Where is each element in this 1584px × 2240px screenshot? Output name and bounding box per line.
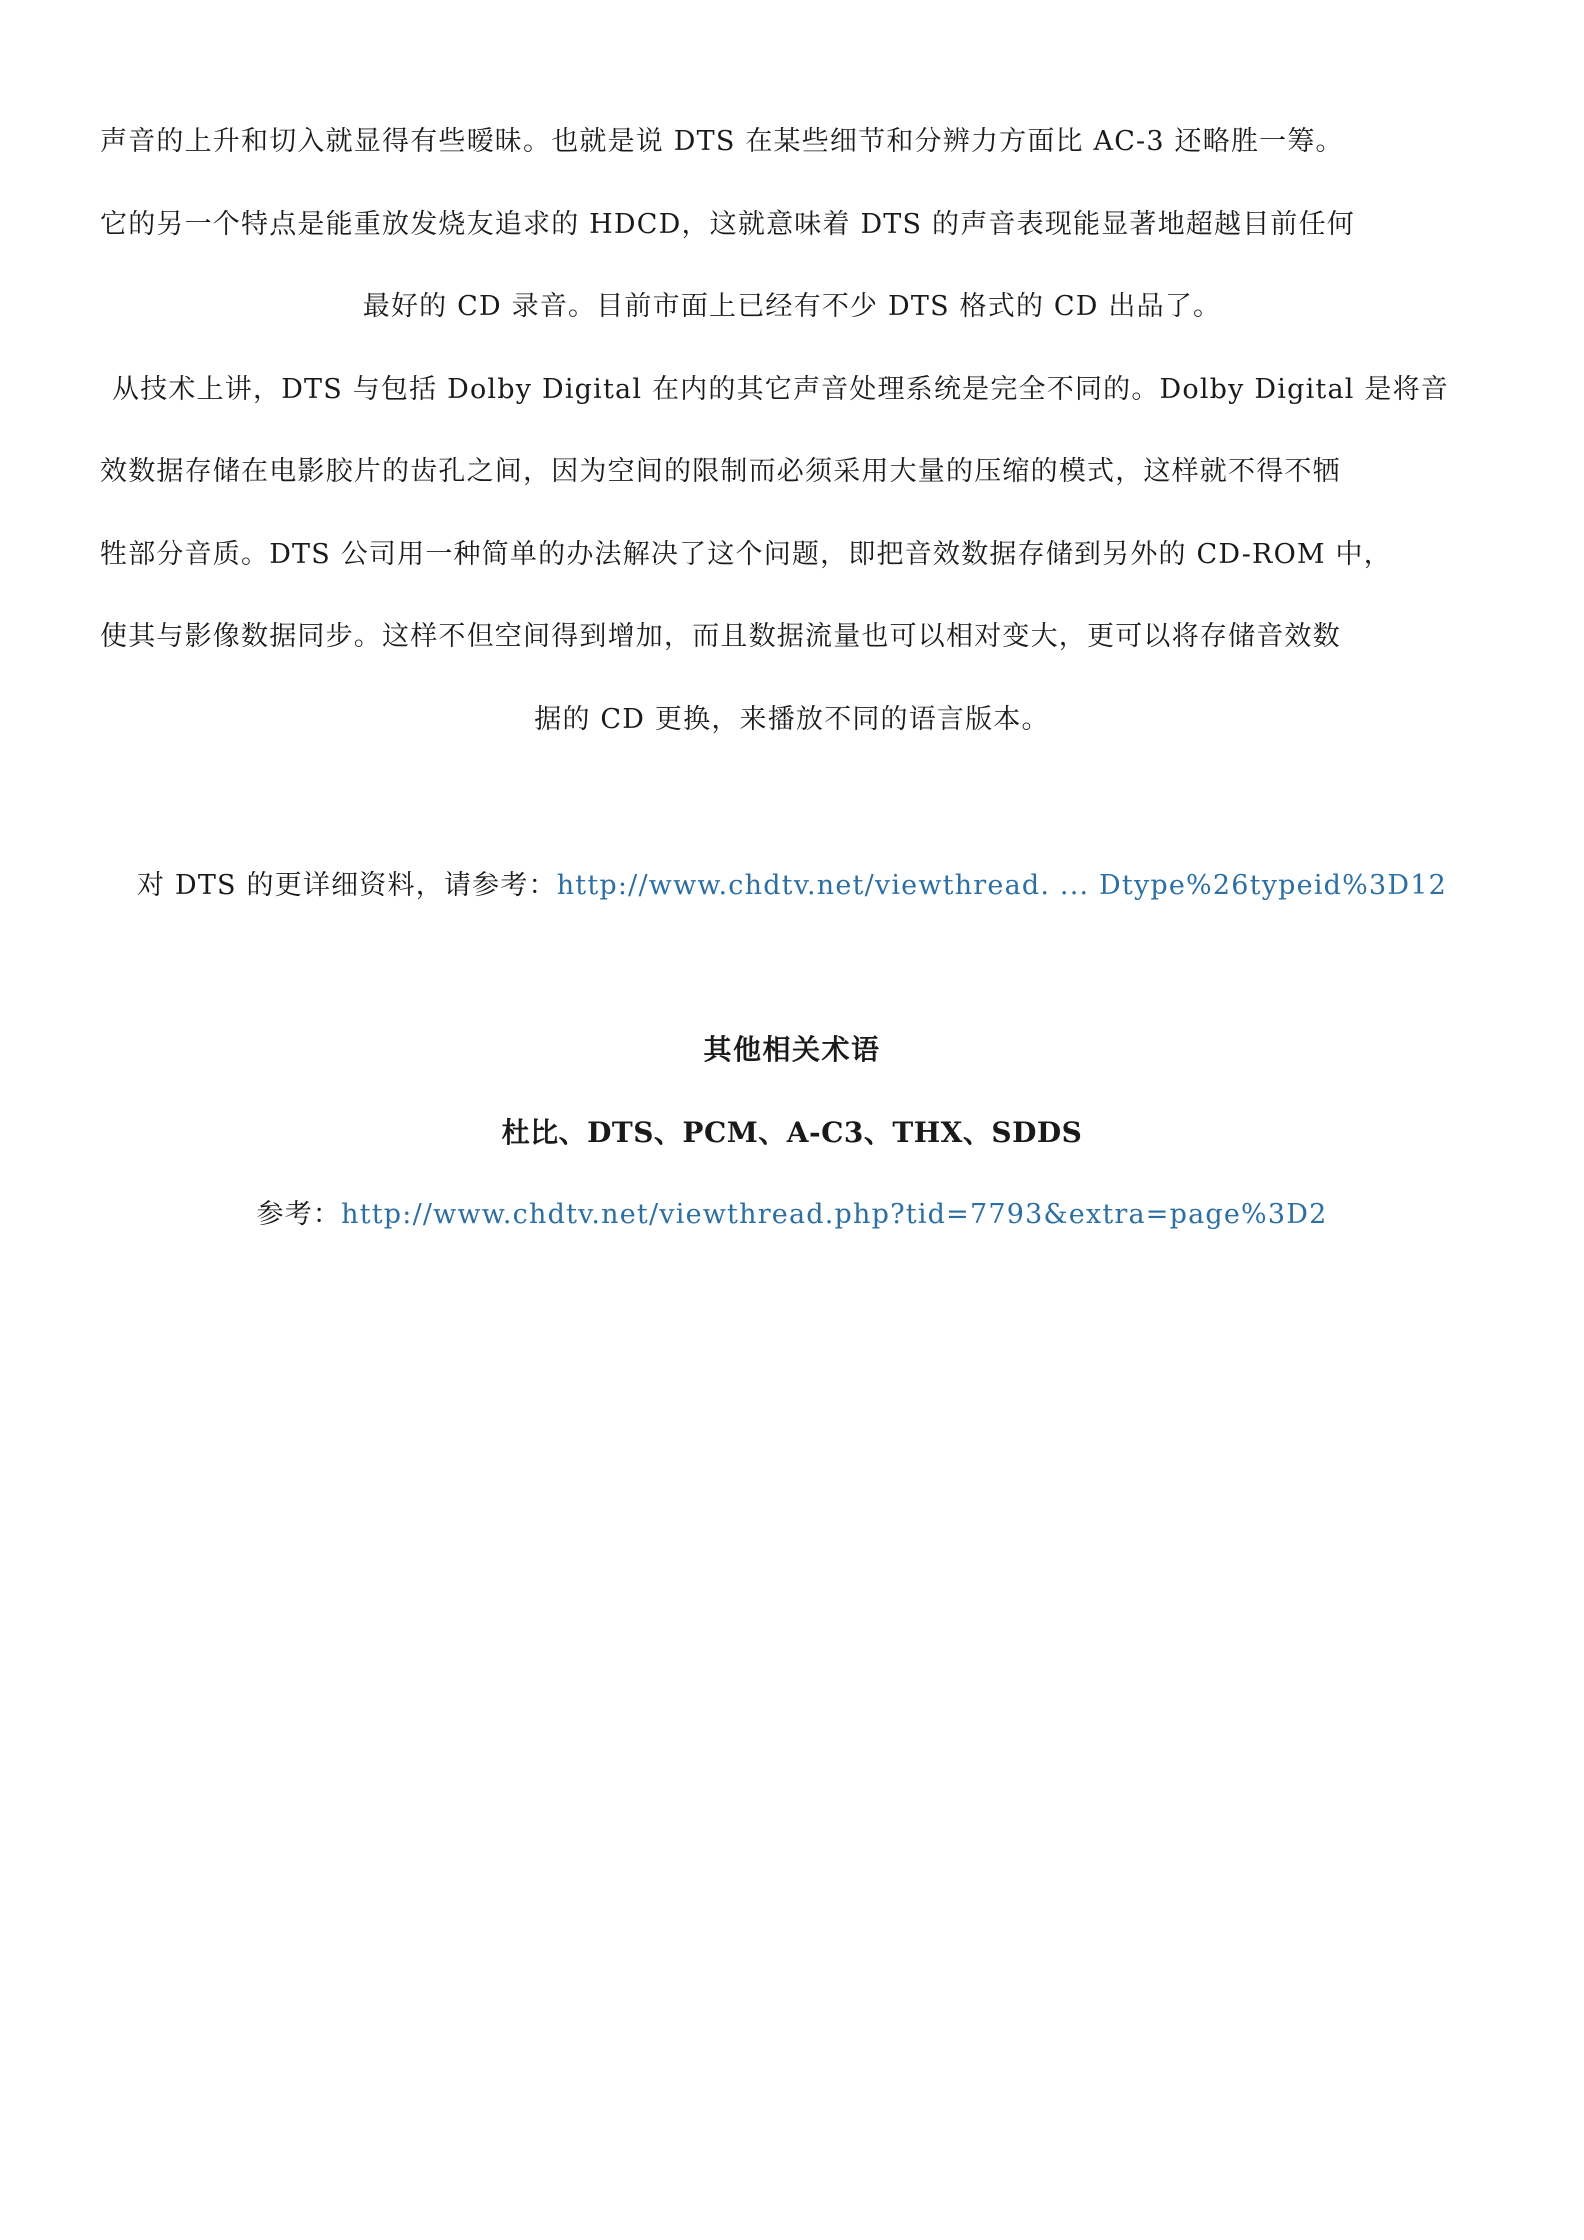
paragraph-2-line-5: 据的 CD 更换，来播放不同的语言版本。 [534, 704, 1050, 735]
more-info-prefix: 对 DTS 的更详细资料，请参考： [136, 870, 557, 901]
reference-line [100, 1195, 1484, 1235]
more-info-line [100, 866, 1484, 906]
paragraph-2-line-3: 牲部分音质。DTS 公司用一种简单的办法解决了这个问题，即把音效数据存储到另外的 CD-ROM 中， [100, 539, 1392, 570]
paragraph-1-line-1: 声音的上升和切入就显得有些暧昧。也就是说 DTS 在某些细节和分辨力方面比 AC-3 还略胜一筹。 [100, 126, 1344, 157]
reference-link[interactable]: http://www.chdtv.net/viewthread.php?tid=7793&extra=page%3D2 [341, 1199, 1328, 1230]
paragraph-1-line-2: 它的另一个特点是能重放发烧友追求的 HDCD，这就意味着 DTS 的声音表现能显著地超越目前任何 [100, 209, 1355, 240]
reference-prefix: 参考： [256, 1199, 342, 1230]
more-info-link[interactable]: http://www.chdtv.net/viewthread. ... Dtype%26typeid%3D12 [556, 870, 1447, 901]
paragraph-2-line-2: 效数据存储在电影胶片的齿孔之间，因为空间的限制而必须采用大量的压缩的模式，这样就不得不牺 [100, 456, 1341, 487]
paragraph-1-line-3: 最好的 CD 录音。目前市面上已经有不少 DTS 格式的 CD 出品了。 [362, 291, 1222, 322]
related-terms-list: 杜比、DTS、PCM、A-C3、THX、SDDS [501, 1116, 1083, 1149]
paragraph-2-line-4: 使其与影像数据同步。这样不但空间得到增加，而且数据流量也可以相对变大，更可以将存储音效数 [100, 621, 1341, 652]
paragraph-2-line-1: 从技术上讲，DTS 与包括 Dolby Digital 在内的其它声音处理系统是完全不同的。Dolby Digital 是将音 [112, 374, 1449, 405]
related-terms-heading: 其他相关术语 [703, 1033, 881, 1066]
